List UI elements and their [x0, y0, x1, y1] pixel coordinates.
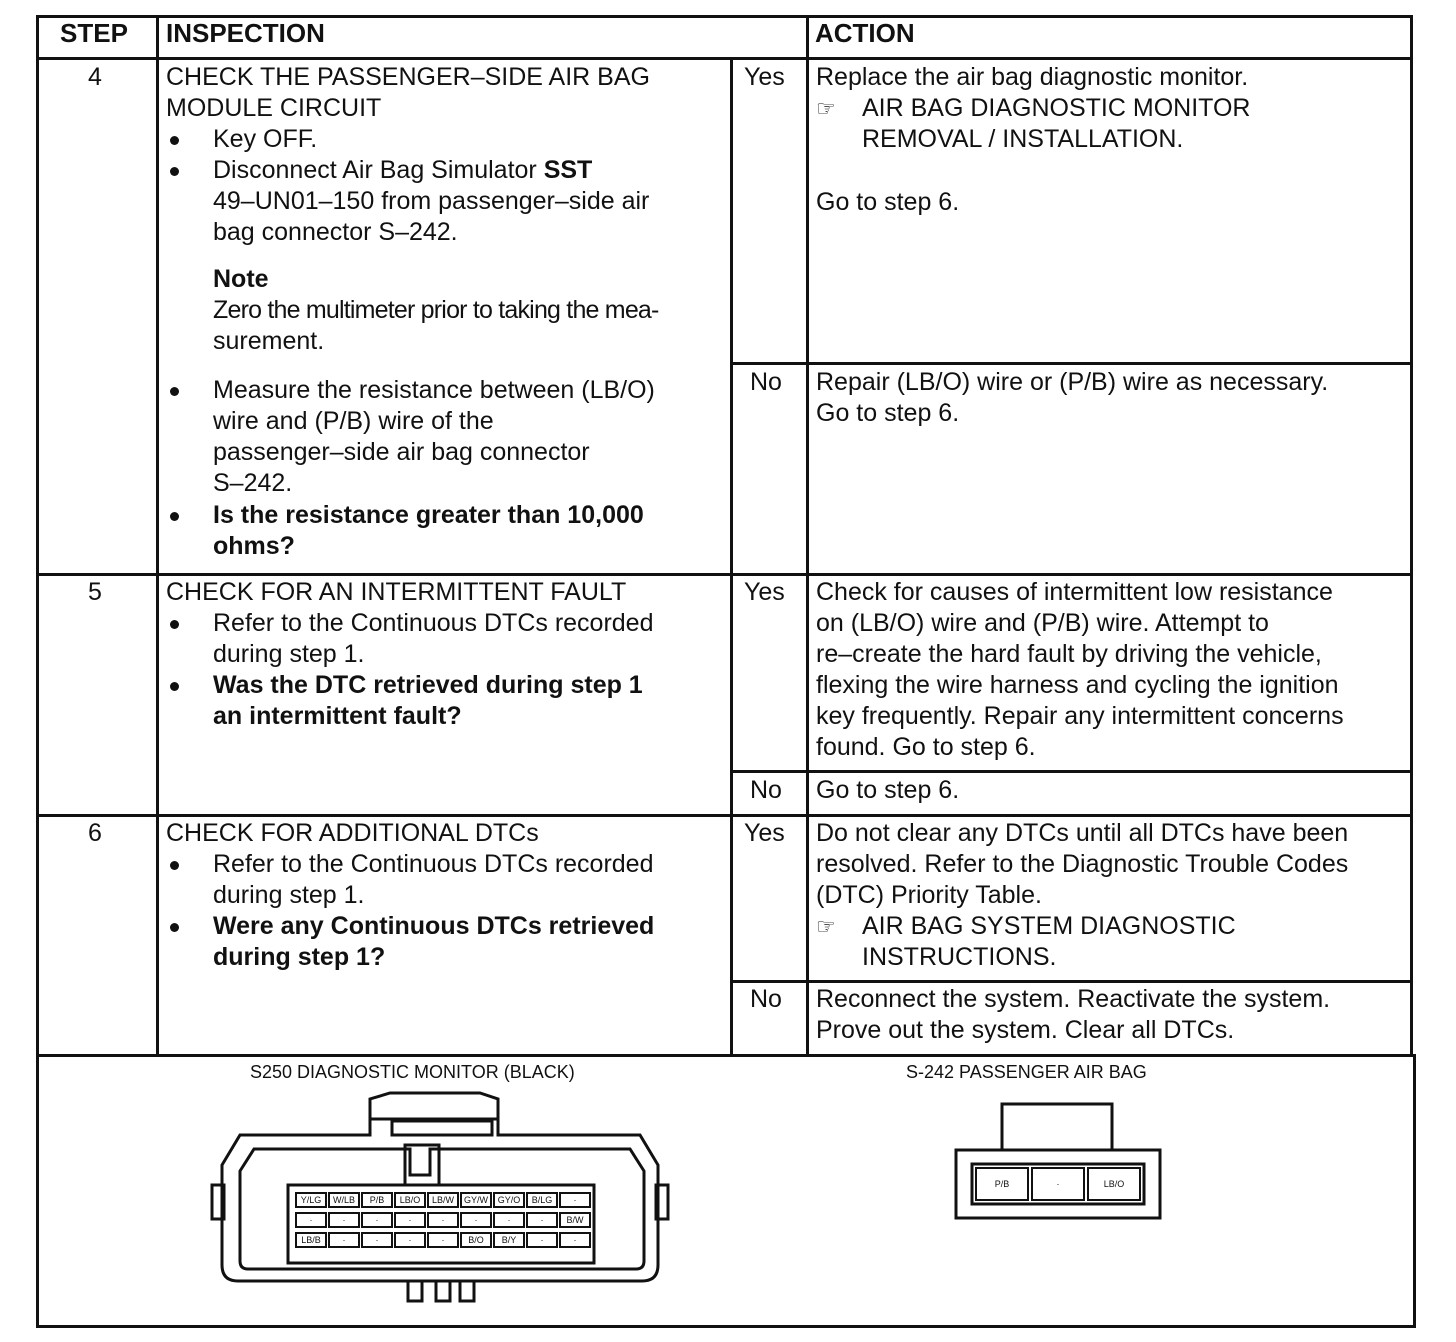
- step-4-yes-reference: AIR BAG DIAGNOSTIC MONITOR: [862, 94, 1251, 122]
- s250-pin: [527, 1213, 557, 1227]
- bullet-dot: [170, 923, 179, 932]
- step-4-number: 4: [88, 63, 102, 91]
- table-border-left: [36, 15, 39, 1328]
- header-divider: [36, 57, 1412, 60]
- step5-yes-no-divider: [732, 770, 1412, 773]
- step-5-yes-action-5: key frequently. Repair any intermittent concerns: [816, 702, 1344, 730]
- svg-text:LB/B: LB/B: [301, 1235, 321, 1245]
- step-6-yes-reference-cont: INSTRUCTIONS.: [862, 943, 1057, 971]
- step-4-title: CHECK THE PASSENGER–SIDE AIR BAG: [166, 63, 650, 91]
- svg-text:Y/LG: Y/LG: [300, 1195, 322, 1205]
- step-6-title: CHECK FOR ADDITIONAL DTCs: [166, 819, 539, 847]
- svg-text:LB/O: LB/O: [399, 1195, 421, 1205]
- svg-text:·: ·: [441, 1235, 445, 1245]
- header-action: ACTION: [815, 18, 915, 48]
- step-5-title: CHECK FOR AN INTERMITTENT FAULT: [166, 578, 627, 606]
- note-text: Zero the multimeter prior to taking the mea-: [213, 296, 659, 324]
- step-5-yes-action-4: flexing the wire harness and cycling the ignition: [816, 671, 1339, 699]
- step-6-number: 6: [88, 819, 102, 847]
- s250-pin: [461, 1233, 491, 1247]
- note-text-cont: surement.: [213, 327, 325, 355]
- step-4-bullet-measure: Measure the resistance between (LB/O): [213, 376, 655, 404]
- header-inspection: INSPECTION: [166, 18, 325, 48]
- step-5-number: 5: [88, 578, 102, 606]
- step-5-yes-action-6: found. Go to step 6.: [816, 733, 1036, 761]
- step-4-bullet-measure-line2: wire and (P/B) wire of the: [213, 407, 494, 435]
- bullet-dot: [170, 136, 179, 145]
- svg-text:B/Y: B/Y: [501, 1235, 517, 1245]
- step-6-yes-reference: AIR BAG SYSTEM DIAGNOSTIC: [862, 912, 1236, 940]
- s250-pin: [296, 1233, 326, 1247]
- svg-text:·: ·: [573, 1195, 577, 1205]
- bullet-dot: [170, 167, 179, 176]
- s250-pin: [494, 1233, 524, 1247]
- step-4-question-cont: ohms?: [213, 532, 295, 560]
- bullet-dot: [170, 620, 179, 629]
- svg-text:B/LG: B/LG: [531, 1195, 553, 1205]
- step-4-yes-reference-cont: REMOVAL / INSTALLATION.: [862, 125, 1184, 153]
- s250-pin: [494, 1193, 524, 1207]
- s242-pin: [1032, 1168, 1084, 1200]
- s250-pin: [296, 1193, 326, 1207]
- step-4-bullet-disconnect-line3: bag connector S–242.: [213, 218, 458, 246]
- step-4-yes-label: Yes: [744, 63, 785, 91]
- s250-pin: [527, 1193, 557, 1207]
- svg-text:·: ·: [1056, 1179, 1060, 1189]
- s250-pin: [560, 1233, 590, 1247]
- s250-pin: [494, 1213, 524, 1227]
- s242-pin: [1088, 1168, 1140, 1200]
- svg-text:B/O: B/O: [468, 1235, 484, 1245]
- s242-caption: S-242 PASSENGER AIR BAG: [906, 1062, 1147, 1082]
- step-4-no-action: Repair (LB/O) wire or (P/B) wire as necessary.: [816, 368, 1329, 396]
- svg-text:B/W: B/W: [566, 1215, 584, 1225]
- step-6-bullet-refer-cont: during step 1.: [213, 881, 365, 909]
- s250-pin: [395, 1193, 425, 1207]
- header-step: STEP: [60, 18, 128, 48]
- bullet-dot: [170, 861, 179, 870]
- s250-pin: [560, 1193, 590, 1207]
- page-border-right: [1413, 1054, 1416, 1328]
- step-4-yes-action: Replace the air bag diagnostic monitor.: [816, 63, 1249, 91]
- step-4-yes-goto: Go to step 6.: [816, 188, 960, 216]
- step-6-no-action: Reconnect the system. Reactivate the system.: [816, 985, 1331, 1013]
- step-6-yes-action-1: Do not clear any DTCs until all DTCs have been: [816, 819, 1349, 847]
- step-6-yes-action-3: (DTC) Priority Table.: [816, 881, 1042, 909]
- step-6-no-label: No: [750, 985, 782, 1013]
- page-border-bottom: [36, 1325, 1416, 1328]
- step-5-question-cont: an intermittent fault?: [213, 702, 462, 730]
- s250-pin: [296, 1213, 326, 1227]
- s242-connector-diagram: [950, 1098, 1170, 1226]
- step-5-bullet-refer: Refer to the Continuous DTCs recorded: [213, 609, 654, 637]
- row-divider-4-5: [36, 573, 1412, 576]
- step-6-bullet-refer: Refer to the Continuous DTCs recorded: [213, 850, 654, 878]
- svg-text:·: ·: [375, 1235, 379, 1245]
- s250-pin: [329, 1193, 359, 1207]
- svg-text:P/B: P/B: [369, 1195, 385, 1205]
- s250-pin: [428, 1233, 458, 1247]
- table-border-right: [1410, 15, 1413, 1057]
- step-6-yes-label: Yes: [744, 819, 785, 847]
- svg-text:·: ·: [540, 1215, 544, 1225]
- step-4-bullet-disconnect-line2: 49–UN01–150 from passenger–side air: [213, 187, 650, 215]
- s250-caption: S250 DIAGNOSTIC MONITOR (BLACK): [250, 1062, 575, 1082]
- svg-text:·: ·: [375, 1215, 379, 1225]
- step-5-no-label: No: [750, 776, 782, 804]
- svg-text:P/B: P/B: [994, 1179, 1010, 1189]
- step-6-no-action-cont: Prove out the system. Clear all DTCs.: [816, 1016, 1235, 1044]
- s250-pin: [560, 1213, 590, 1227]
- step-6-yes-action-2: resolved. Refer to the Diagnostic Trouble Codes: [816, 850, 1349, 878]
- s250-pin: [461, 1193, 491, 1207]
- step-column-divider: [156, 15, 159, 1057]
- yesno-column-divider: [730, 57, 733, 1057]
- s250-pin: [362, 1193, 392, 1207]
- bullet-dot: [170, 682, 179, 691]
- s250-pin: [362, 1233, 392, 1247]
- step-4-question: Is the resistance greater than 10,000: [213, 501, 644, 529]
- s242-pin: [976, 1168, 1028, 1200]
- svg-text:·: ·: [507, 1215, 511, 1225]
- svg-text:LB/W: LB/W: [431, 1195, 455, 1205]
- action-column-divider: [806, 15, 809, 1057]
- s250-pin: [395, 1233, 425, 1247]
- svg-text:·: ·: [408, 1215, 412, 1225]
- s250-pin: [428, 1213, 458, 1227]
- s250-connector-diagram: [200, 1085, 690, 1315]
- s250-pin: [362, 1213, 392, 1227]
- step-5-bullet-refer-cont: during step 1.: [213, 640, 365, 668]
- svg-text:W/LB: W/LB: [332, 1195, 356, 1205]
- step-5-question: Was the DTC retrieved during step 1: [213, 671, 643, 699]
- step6-yes-no-divider: [732, 980, 1412, 983]
- svg-text:GY/O: GY/O: [497, 1195, 521, 1205]
- svg-text:LB/O: LB/O: [1103, 1179, 1125, 1189]
- pointing-hand-icon: ☞: [816, 914, 836, 939]
- step4-yes-no-divider: [732, 362, 1412, 365]
- pointing-hand-icon: ☞: [816, 96, 836, 121]
- s250-pin: [329, 1213, 359, 1227]
- step-4-no-label: No: [750, 368, 782, 396]
- s250-pin: [428, 1193, 458, 1207]
- s250-pin: [527, 1233, 557, 1247]
- s250-pin: [395, 1213, 425, 1227]
- step-5-no-action: Go to step 6.: [816, 776, 960, 804]
- step-4-bullet-key-off: Key OFF.: [213, 125, 318, 153]
- bullet-dot: [170, 387, 179, 396]
- step-4-no-goto: Go to step 6.: [816, 399, 960, 427]
- row-divider-5-6: [36, 814, 1412, 817]
- table-divider-bottom: [36, 1054, 1412, 1057]
- step-5-yes-action-2: on (LB/O) wire and (P/B) wire. Attempt to: [816, 609, 1269, 637]
- step-5-yes-action-3: re–create the hard fault by driving the vehicle,: [816, 640, 1322, 668]
- step-4-bullet-disconnect: Disconnect Air Bag Simulator SST: [213, 156, 593, 184]
- s250-pin: [461, 1213, 491, 1227]
- svg-text:·: ·: [474, 1215, 478, 1225]
- svg-text:·: ·: [540, 1235, 544, 1245]
- step-6-question-cont: during step 1?: [213, 943, 386, 971]
- step-5-yes-action-1: Check for causes of intermittent low resistance: [816, 578, 1333, 606]
- step-5-yes-label: Yes: [744, 578, 785, 606]
- step-4-bullet-measure-line4: S–242.: [213, 469, 293, 497]
- step-4-bullet-measure-line3: passenger–side air bag connector: [213, 438, 590, 466]
- svg-text:·: ·: [408, 1235, 412, 1245]
- svg-text:·: ·: [573, 1235, 577, 1245]
- note-heading: Note: [213, 265, 269, 293]
- svg-text:·: ·: [342, 1215, 346, 1225]
- svg-text:GY/W: GY/W: [464, 1195, 488, 1205]
- bullet-dot: [170, 512, 179, 521]
- svg-text:·: ·: [309, 1215, 313, 1225]
- svg-text:·: ·: [342, 1235, 346, 1245]
- svg-text:·: ·: [441, 1215, 445, 1225]
- step-6-question: Were any Continuous DTCs retrieved: [213, 912, 655, 940]
- s250-pin: [329, 1233, 359, 1247]
- step-4-title-cont: MODULE CIRCUIT: [166, 94, 382, 122]
